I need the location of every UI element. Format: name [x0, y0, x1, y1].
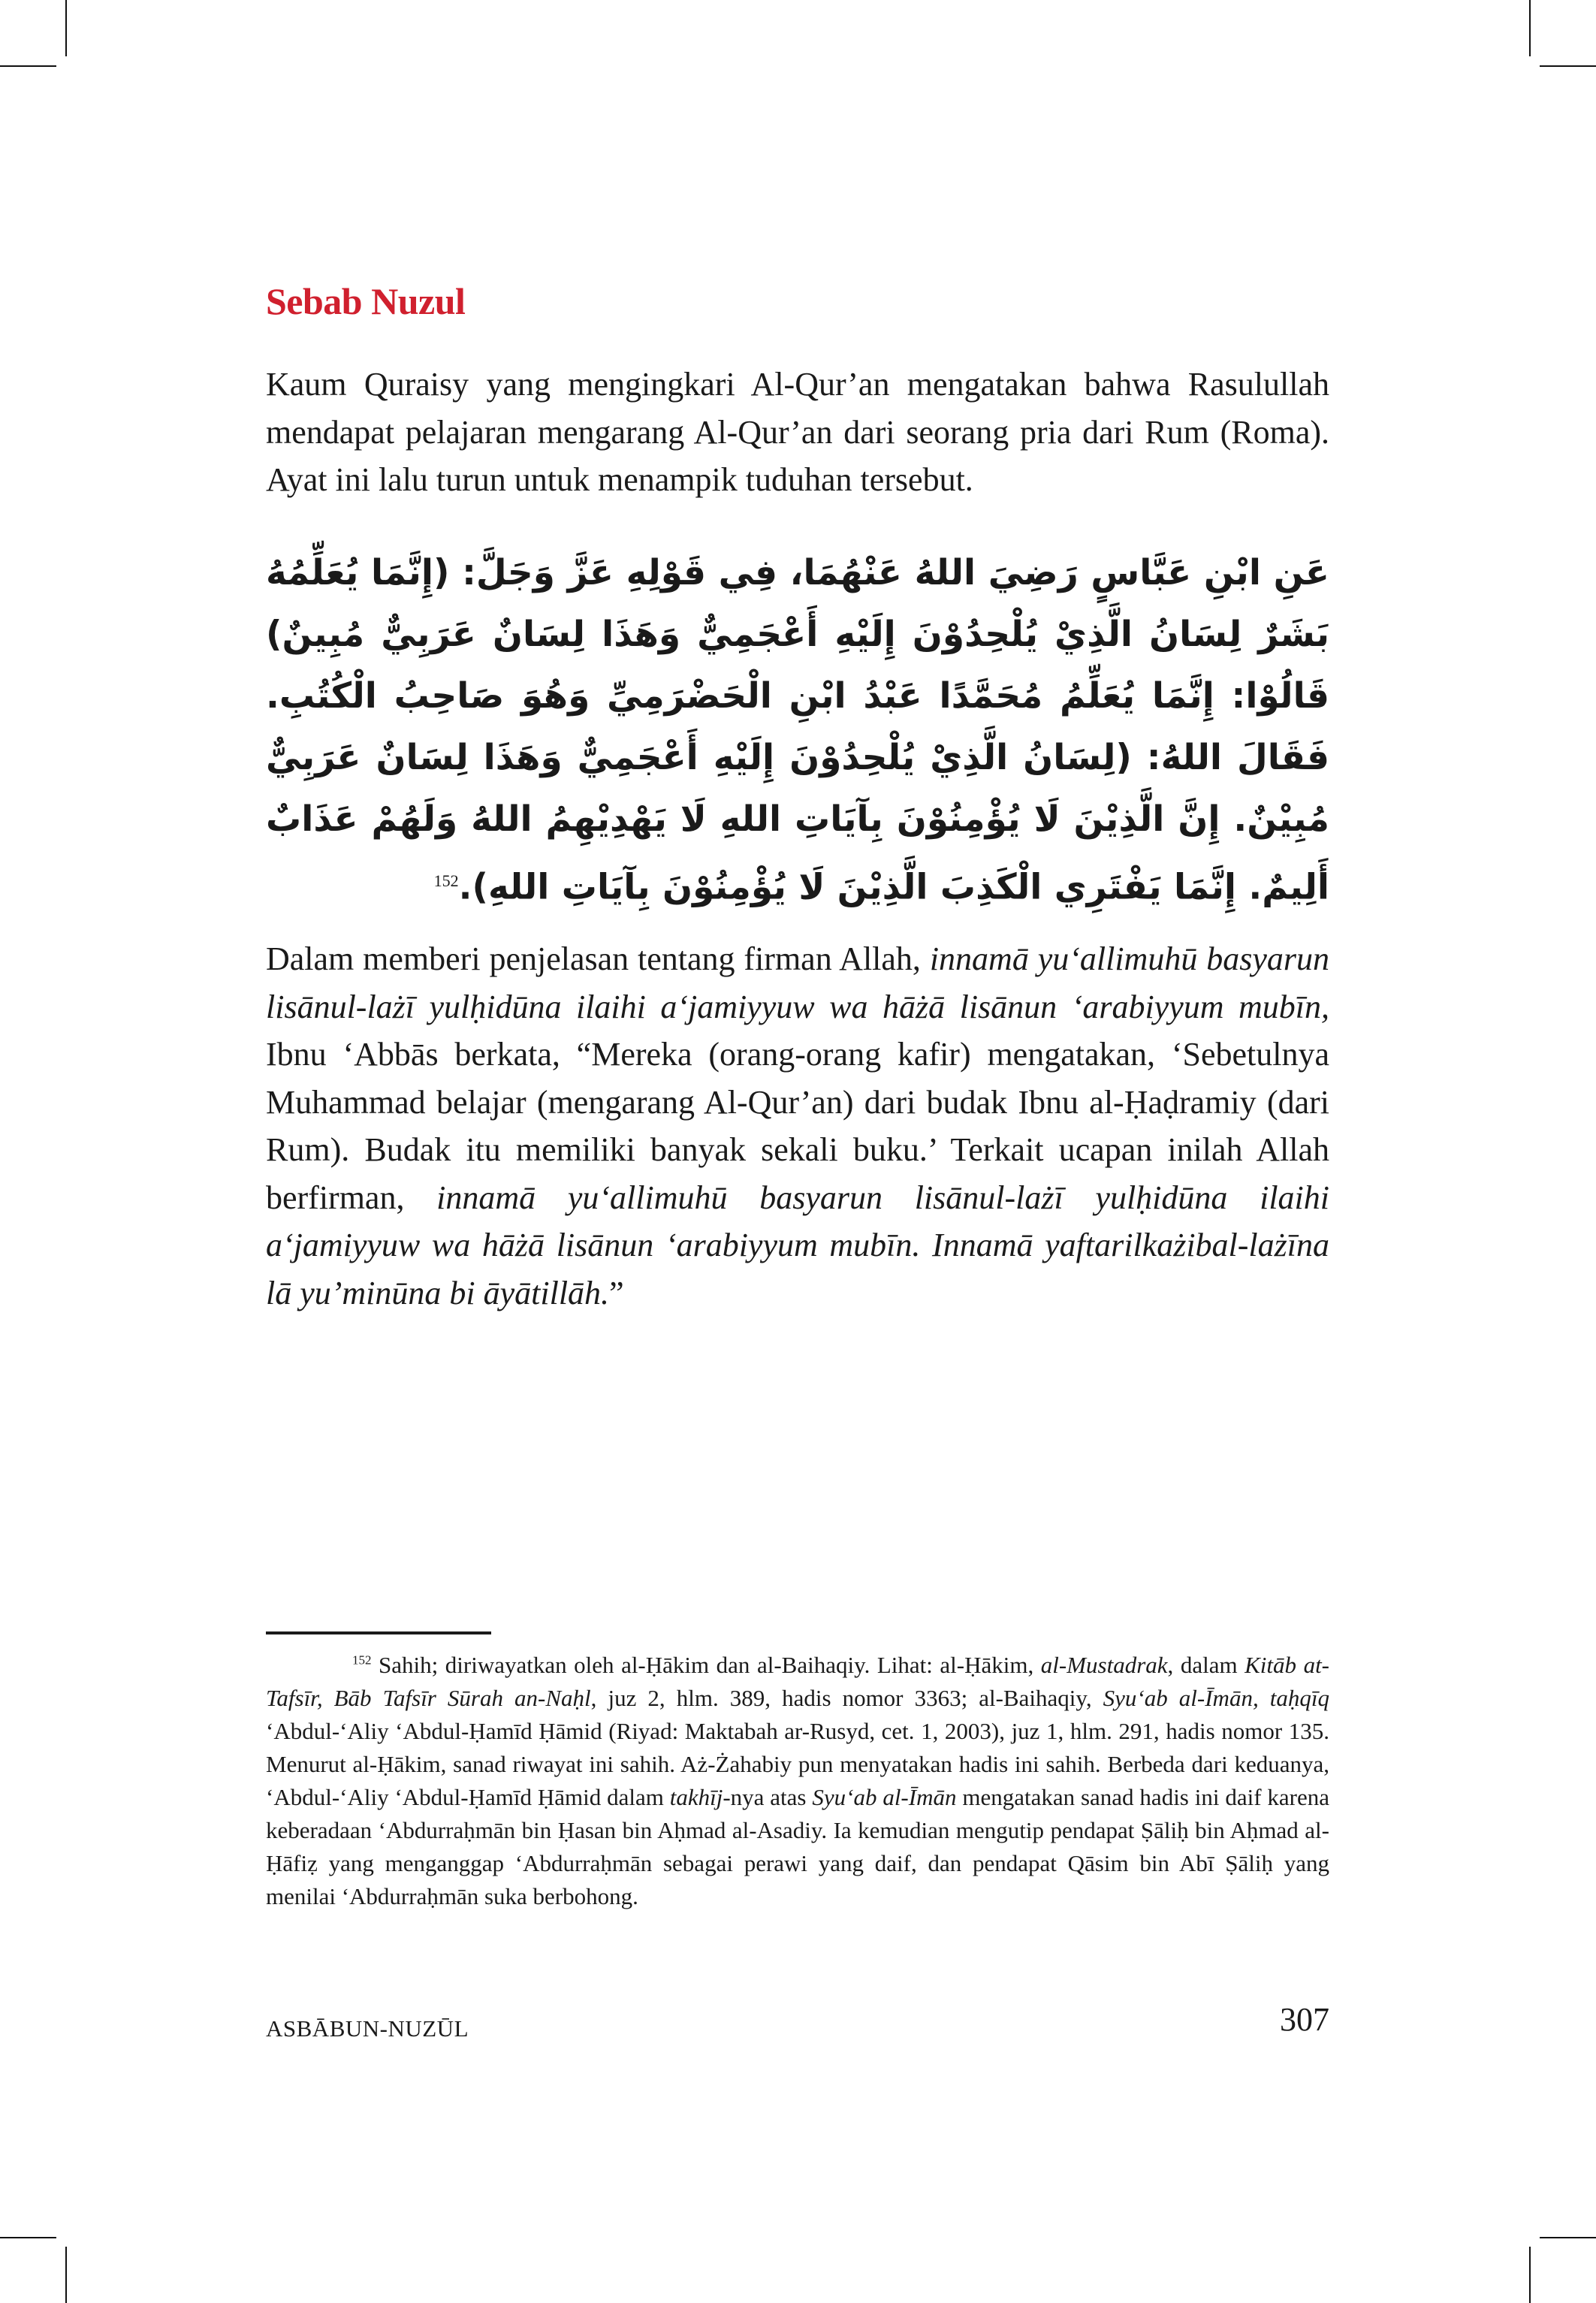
transliteration-segment: innamā yu‘allimuhū basyarun lisānul-lażī yulḥidūna ilaihi a‘jamiyyuw wa hāżā lisānun ‘arabiyyum mubīn,	[266, 940, 1329, 1025]
arabic-hadith-text	[266, 542, 1329, 919]
footnote-italic: Kitāb at-Tafsīr, Bāb Tafsīr Sūrah an-Naḥl	[266, 1652, 1329, 1711]
footnote-text: , juz 2, hlm. 389, hadis nomor 3363; al-Baihaqiy,	[590, 1685, 1103, 1711]
section-heading: Sebab Nuzul	[266, 280, 466, 322]
crop-mark-top-left-horizontal	[0, 65, 56, 67]
crop-mark-bottom-right-vertical	[1529, 2247, 1531, 2303]
crop-mark-top-right-vertical	[1529, 0, 1531, 56]
crop-mark-bottom-left-horizontal	[0, 2237, 56, 2238]
crop-mark-top-right-horizontal	[1540, 65, 1596, 67]
footnote-text: ‘Abdul-‘Aliy ‘Abdul-Ḥamīd Ḥāmid (Riyad: Maktabah ar-Rusyd, cet. 1, 2003), juz 1, hlm. 291, hadis nomor 135. Menurut al-Ḥākim, sanad riwayat ini sahih. Aż-Żahabiy pun menyatakan hadis ini sahih. Berbeda dari keduanya, ‘Abdul-‘Aliy ‘Abdul-Ḥamīd Ḥāmid dalam	[266, 1718, 1329, 1810]
footnote-152	[266, 1649, 1329, 1913]
text-segment: Ibnu ‘Abbās berkata, “Mereka (orang-orang kafir) mengatakan, ‘Sebetulnya Muhammad belajar (mengarang Al-Qur’an) dari budak Ibnu al-Ḥaḍramiy (dari Rum). Budak itu memiliki banyak sekali buku.’ Terkait ucapan inilah Allah berfirman,	[266, 1036, 1329, 1216]
footnote-reference[interactable]: 152	[433, 871, 459, 890]
explanation-paragraph	[266, 935, 1329, 1317]
text-segment: Dalam memberi penjelasan tentang firman Allah,	[266, 940, 930, 977]
footnote-text: -nya atas	[723, 1784, 813, 1810]
footnote-italic: Syu‘ab al-Īmān	[812, 1784, 957, 1810]
crop-mark-bottom-right-horizontal	[1540, 2237, 1596, 2238]
footnote-text: mengatakan sanad hadis ini daif karena keberadaan ‘Abdurraḥmān bin Ḥasan bin Aḥmad al-Asadiy. Ia kemudian mengutip pendapat Ṣāliḥ bin Aḥmad al-Ḥāfiẓ yang menganggap ‘Abdurraḥmān sebagai perawi yang daif, dan pendapat Qāsim bin Abī Ṣāliḥ yang menilai ‘Abdurraḥmān suka berbohong.	[266, 1784, 1330, 1909]
footnote-text: , dalam	[1167, 1652, 1245, 1678]
transliteration-segment: innamā yu‘allimuhū basyarun lisānul-lażī yulḥidūna ilaihi a‘jamiyyuw wa hāżā lisānun ‘arabiyyum mubīn. Innamā yaftarilkażibal-lażīna lā yu’minūna bi āyātillāh.	[266, 1179, 1329, 1311]
footnote-number: 152	[352, 1653, 372, 1668]
text-segment: ”	[609, 1274, 624, 1311]
running-head: ASBĀBUN-NUZŪL	[266, 2015, 469, 2042]
arabic-body: عَنِ ابْنِ عَبَّاسٍ رَضِيَ اللهُ عَنْهُمَا، فِي قَوْلِهِ عَزَّ وَجَلَّ: (إِنَّمَا يُعَلِّمُهُ بَشَرٌ لِسَانُ الَّذِيْ يُلْحِدُوْنَ إِلَيْهِ أَعْجَمِيٌّ وَهَذَا لِسَانٌ عَرَبِيٌّ مُبِينٌ) قَالُوْا: إِنَّمَا يُعَلِّمُ مُحَمَّدًا عَبْدُ ابْنِ الْحَضْرَمِيِّ وَهُوَ صَاحِبُ الْكُتُبِ. فَقَالَ اللهُ: (لِسَانُ الَّذِيْ يُلْحِدُوْنَ إِلَيْهِ أَعْجَمِيٌّ وَهَذَا لِسَانٌ عَرَبِيٌّ مُبِيْنٌ. إِنَّ الَّذِيْنَ لَا يُؤْمِنُوْنَ بِآيَاتِ اللهِ لَا يَهْدِيْهِمُ اللهُ وَلَهُمْ عَذَابٌ أَلِيمٌ. إِنَّمَا يَفْتَرِي الْكَذِبَ الَّذِيْنَ لَا يُؤْمِنُوْنَ بِآيَاتِ اللهِ).	[266, 552, 1329, 908]
crop-mark-bottom-left-vertical	[65, 2247, 67, 2303]
page-number: 307	[1280, 2001, 1329, 2038]
footnote-text: Sahih; diriwayatkan oleh al-Ḥākim dan al-Baihaqiy. Lihat: al-Ḥākim,	[371, 1652, 1041, 1678]
footnote-italic: al-Mustadrak	[1040, 1652, 1168, 1678]
footnote-separator	[266, 1631, 491, 1634]
intro-paragraph: Kaum Quraisy yang mengingkari Al-Qur’an mengatakan bahwa Rasulullah mendapat pelajaran mengarang Al-Qur’an dari seorang pria dari Rum (Roma). Ayat ini lalu turun untuk menampik tuduhan tersebut.	[266, 366, 1329, 498]
crop-mark-top-left-vertical	[65, 0, 67, 56]
footnote-italic: takhīj	[669, 1784, 723, 1810]
footnote-italic: Syu‘ab al-Īmān, taḥqīq	[1103, 1685, 1329, 1711]
